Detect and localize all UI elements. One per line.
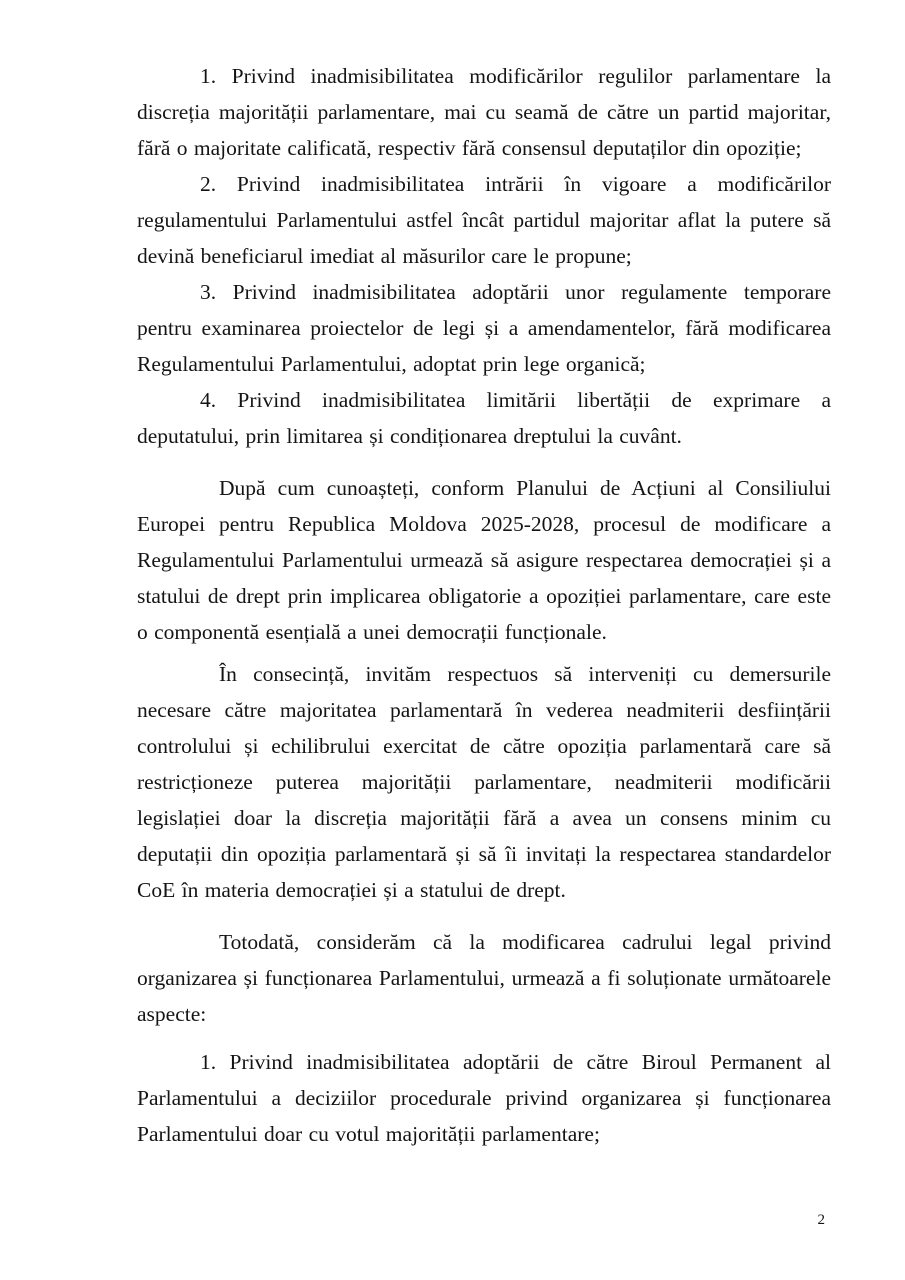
numbered-item-2: 2. Privind inadmisibilitatea intrării în vigoare a modificărilor regulamentului Parlamentului astfel încât partidul majoritar aflat la putere să devină beneficiarul imediat al măsurilor care le propune; bbox=[137, 172, 831, 268]
paragraph-consequence-request: În consecință, invităm respectuos să interveniți cu demersurile necesare către majoritatea parlamentară în vederea neadmiterii desființării controlului și echilibrului exercitat de către opoziția parlamentară care să restricționeze puterea majorității parlamentare, neadmiterii modificării legislației doar la discreția majorității fără a avea un consens minim cu deputații din opoziția parlamentară și să îi invitați la respectarea standardelor CoE în materia democrației și a statului de drept. bbox=[137, 662, 831, 902]
numbered-item-4: 4. Privind inadmisibilitatea limitării libertății de exprimare a deputatului, prin limitarea și condiționarea dreptului la cuvânt. bbox=[137, 388, 831, 448]
paragraph-totodata-intro: Totodată, considerăm că la modificarea cadrului legal privind organizarea și funcționarea Parlamentului, urmează a fi soluționate următoarele aspecte: bbox=[137, 930, 831, 1026]
numbered-item-1: 1. Privind inadmisibilitatea modificărilor regulilor parlamentare la discreția majorității parlamentare, mai cu seamă de către un partid majoritar, fără o majoritate calificată, respectiv fără consensul deputaților din opoziție; bbox=[137, 64, 831, 160]
numbered-item-biroul-permanent: 1. Privind inadmisibilitatea adoptării de către Biroul Permanent al Parlamentului a deciziilor procedurale privind organizarea și funcționarea Parlamentului doar cu votul majorității parlamentare; bbox=[137, 1050, 831, 1146]
paragraph-coe-action-plan: După cum cunoașteți, conform Planului de Acțiuni al Consiliului Europei pentru Republica Moldova 2025-2028, procesul de modificare a Regulamentului Parlamentului urmează să asigure respectarea democrației și a statului de drept prin implicarea obligatorie a opoziției parlamentare, care este o componentă esențială a unei democrații funcționale. bbox=[137, 476, 831, 644]
page-number: 2 bbox=[817, 1212, 825, 1228]
numbered-item-3: 3. Privind inadmisibilitatea adoptării unor regulamente temporare pentru examinarea proiectelor de legi și a amendamentelor, fără modificarea Regulamentului Parlamentului, adoptat prin lege organică; bbox=[137, 280, 831, 376]
document-body bbox=[137, 58, 831, 1152]
